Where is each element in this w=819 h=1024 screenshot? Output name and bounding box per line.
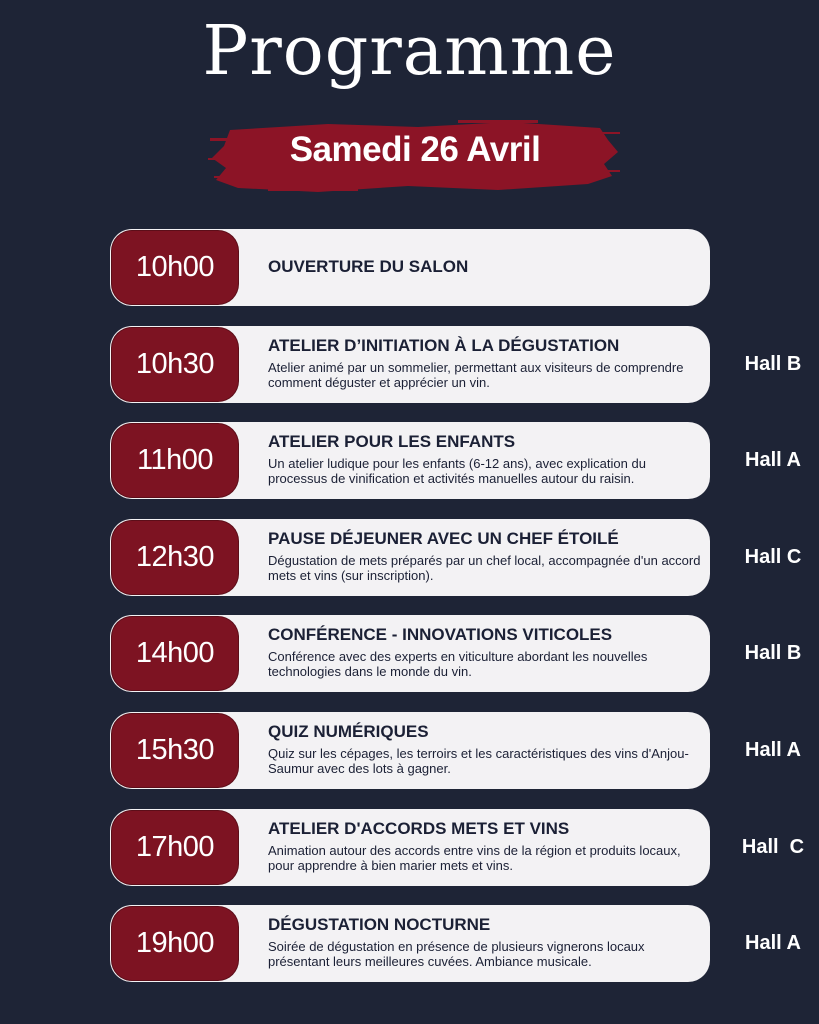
hall-label: Hall B [744,642,802,665]
event-title: ATELIER POUR LES ENFANTS [268,432,516,452]
event-title: QUIZ NUMÉRIQUES [268,721,429,741]
event-card [110,905,710,982]
event-description: Conférence avec des experts en viticulture abordant les nouvelles technologies dans le monde du vin. [268,649,648,680]
event-title: DÉGUSTATION NOCTURNE [268,915,491,935]
event-title: OUVERTURE DU SALON [268,257,469,276]
schedule-item [110,615,819,692]
schedule-item [110,229,819,306]
event-content [268,432,708,486]
time-badge: 19h00 [112,907,238,980]
schedule-item [110,712,819,789]
event-description: Dégustation de mets préparés par un chef local, accompagnée d'un accord mets et vins (sur inscription). [268,552,701,583]
time-badge: 10h30 [112,328,238,401]
event-card [110,615,710,692]
event-card [110,809,710,886]
schedule-item [110,326,819,403]
hall-label: Hall C [741,835,805,858]
event-card [110,519,710,596]
time-badge: 11h00 [112,424,238,497]
hall-label: Hall A [745,449,801,472]
hall-label: Hall A [745,932,801,955]
event-description: Un atelier ludique pour les enfants (6-12 ans), avec explication du processus de vinification et activités manuelles autour du raisin. [268,456,646,487]
event-card [110,229,710,306]
schedule-item [110,905,819,982]
schedule-item [110,809,819,886]
event-content [268,819,708,873]
event-content [268,722,708,776]
time-badge: 12h30 [112,521,238,594]
time-badge: 10h00 [112,231,238,304]
event-description: Atelier animé par un sommelier, permettant aux visiteurs de comprendre comment déguster et apprécier un vin. [268,359,684,390]
event-date: Samedi 26 Avril [289,130,541,169]
event-content [268,915,708,969]
event-content [268,336,708,390]
event-description: Animation autour des accords entre vins de la région et produits locaux, pour apprendre à bien marier mets et vins. [268,842,681,873]
event-card [110,712,710,789]
event-content [268,257,708,277]
event-description: Quiz sur les cépages, les terroirs et les caractéristiques des vins d'Anjou-Saumur avec des lots à gagner. [268,745,689,776]
event-title: CONFÉRENCE - INNOVATIONS VITICOLES [268,625,613,645]
event-description: Soirée de dégustation en présence de plusieurs vignerons locaux présentant leurs meilleures cuvées. Ambiance musicale. [268,939,645,970]
event-card [110,326,710,403]
event-title: ATELIER D’INITIATION À LA DÉGUSTATION [268,335,620,355]
event-content [268,529,708,583]
time-badge: 17h00 [112,811,238,884]
schedule-item [110,422,819,499]
schedule-item [110,519,819,596]
time-badge: 14h00 [112,617,238,690]
hall-label: Hall B [744,352,802,375]
time-badge: 15h30 [112,714,238,787]
event-card [110,422,710,499]
schedule-list [110,229,819,1002]
event-title: PAUSE DÉJEUNER AVEC UN CHEF ÉTOILÉ [268,528,619,548]
event-content [268,625,708,679]
hall-label: Hall A [745,738,801,761]
event-title: ATELIER D'ACCORDS METS ET VINS [268,818,570,838]
page-title: Programme [202,12,617,91]
hall-label: Hall C [744,545,802,568]
